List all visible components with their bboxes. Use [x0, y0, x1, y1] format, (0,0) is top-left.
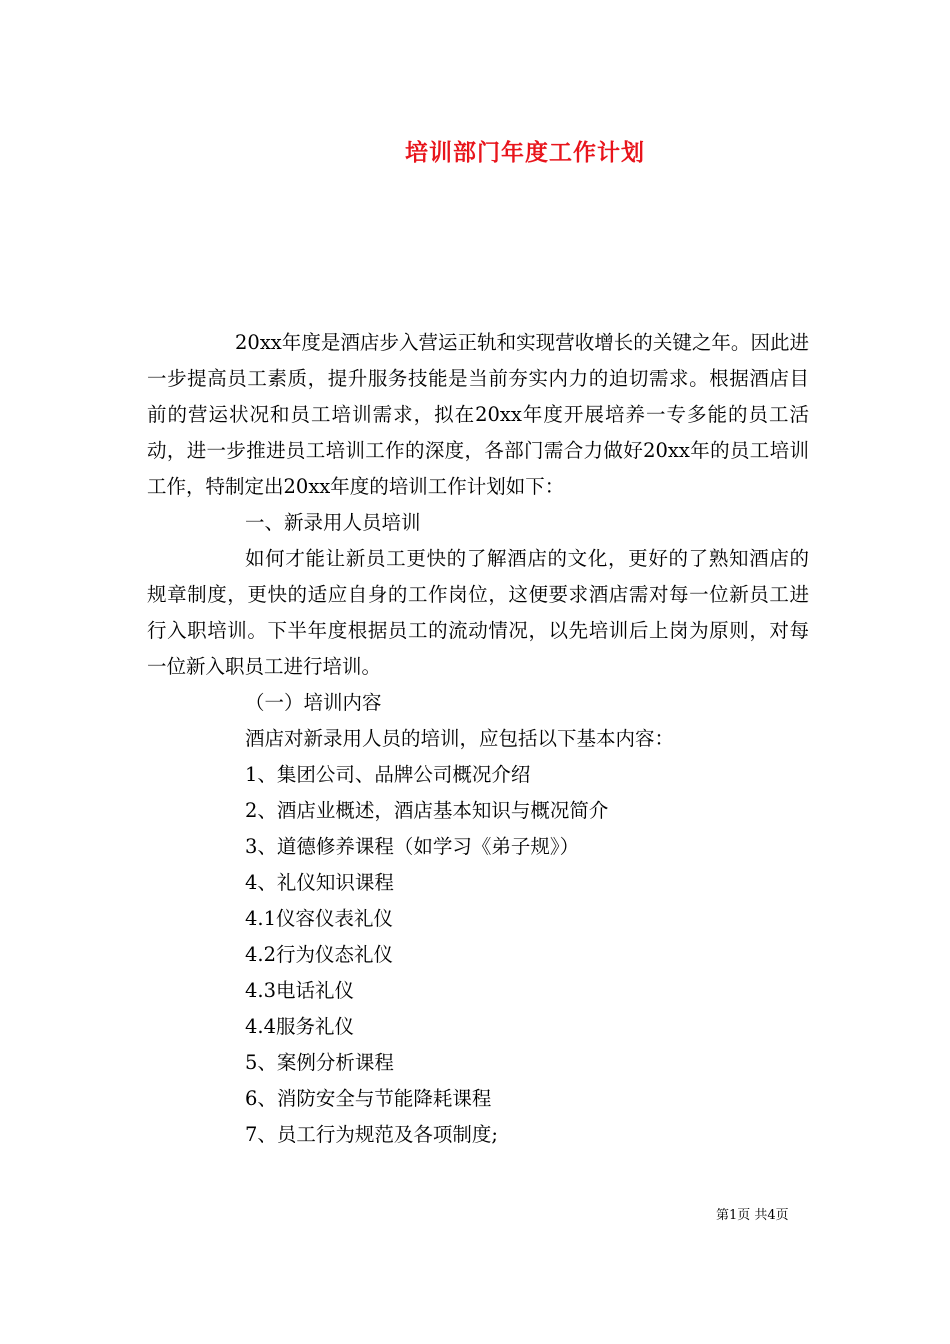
list-item: 4.1仪容仪表礼仪 [245, 907, 394, 930]
subsection-lead: 酒店对新录用人员的培训，应包括以下基本内容： [245, 727, 675, 750]
list-item: 4、礼仪知识课程 [245, 871, 394, 894]
list-item: 5、案例分析课程 [245, 1051, 394, 1074]
list-item: 1、集团公司、品牌公司概况介绍 [245, 763, 531, 786]
list-item: 4.3电话礼仪 [245, 979, 355, 1002]
list-item: 4.4服务礼仪 [245, 1015, 355, 1038]
list-item: 2、酒店业概述，酒店基本知识与概况简介 [245, 799, 609, 822]
list-item: 4.2行为仪态礼仪 [245, 943, 394, 966]
page-number-footer: 第1页 共4页 [716, 1208, 789, 1223]
list-item: 7、员工行为规范及各项制度; [245, 1123, 498, 1146]
section-paragraph-new-staff: 如何才能让新员工更快的了解酒店的文化，更好的了熟知酒店的规章制度，更快的适应自身的工作岗位，这便要求酒店需对每一位新员工进行入职培训。下半年度根据员工的流动情况，以先培训后上岗为原则，对每一位新入职员工进行培训。 [147, 547, 809, 678]
document-title: 培训部门年度工作计划 [405, 140, 645, 166]
list-item: 6、消防安全与节能降耗课程 [245, 1087, 492, 1110]
subsection-heading-content: （一）培训内容 [245, 691, 382, 714]
intro-paragraph: 20xx年度是酒店步入营运正轨和实现营收增长的关键之年。因此进一步提高员工素质，提升服务技能是当前夯实内力的迫切需求。根据酒店目前的营运状况和员工培训需求，拟在20xx年度开展培养一专多能的员工活动，进一步推进员工培训工作的深度，各部门需合力做好20xx年的员工培训工作，特制定出20xx年度的培训工作计划如下： [147, 331, 809, 498]
section-heading-new-staff: 一、新录用人员培训 [245, 511, 421, 534]
list-item: 3、道德修养课程（如学习《弟子规》） [245, 835, 580, 858]
document-body [147, 325, 809, 1153]
